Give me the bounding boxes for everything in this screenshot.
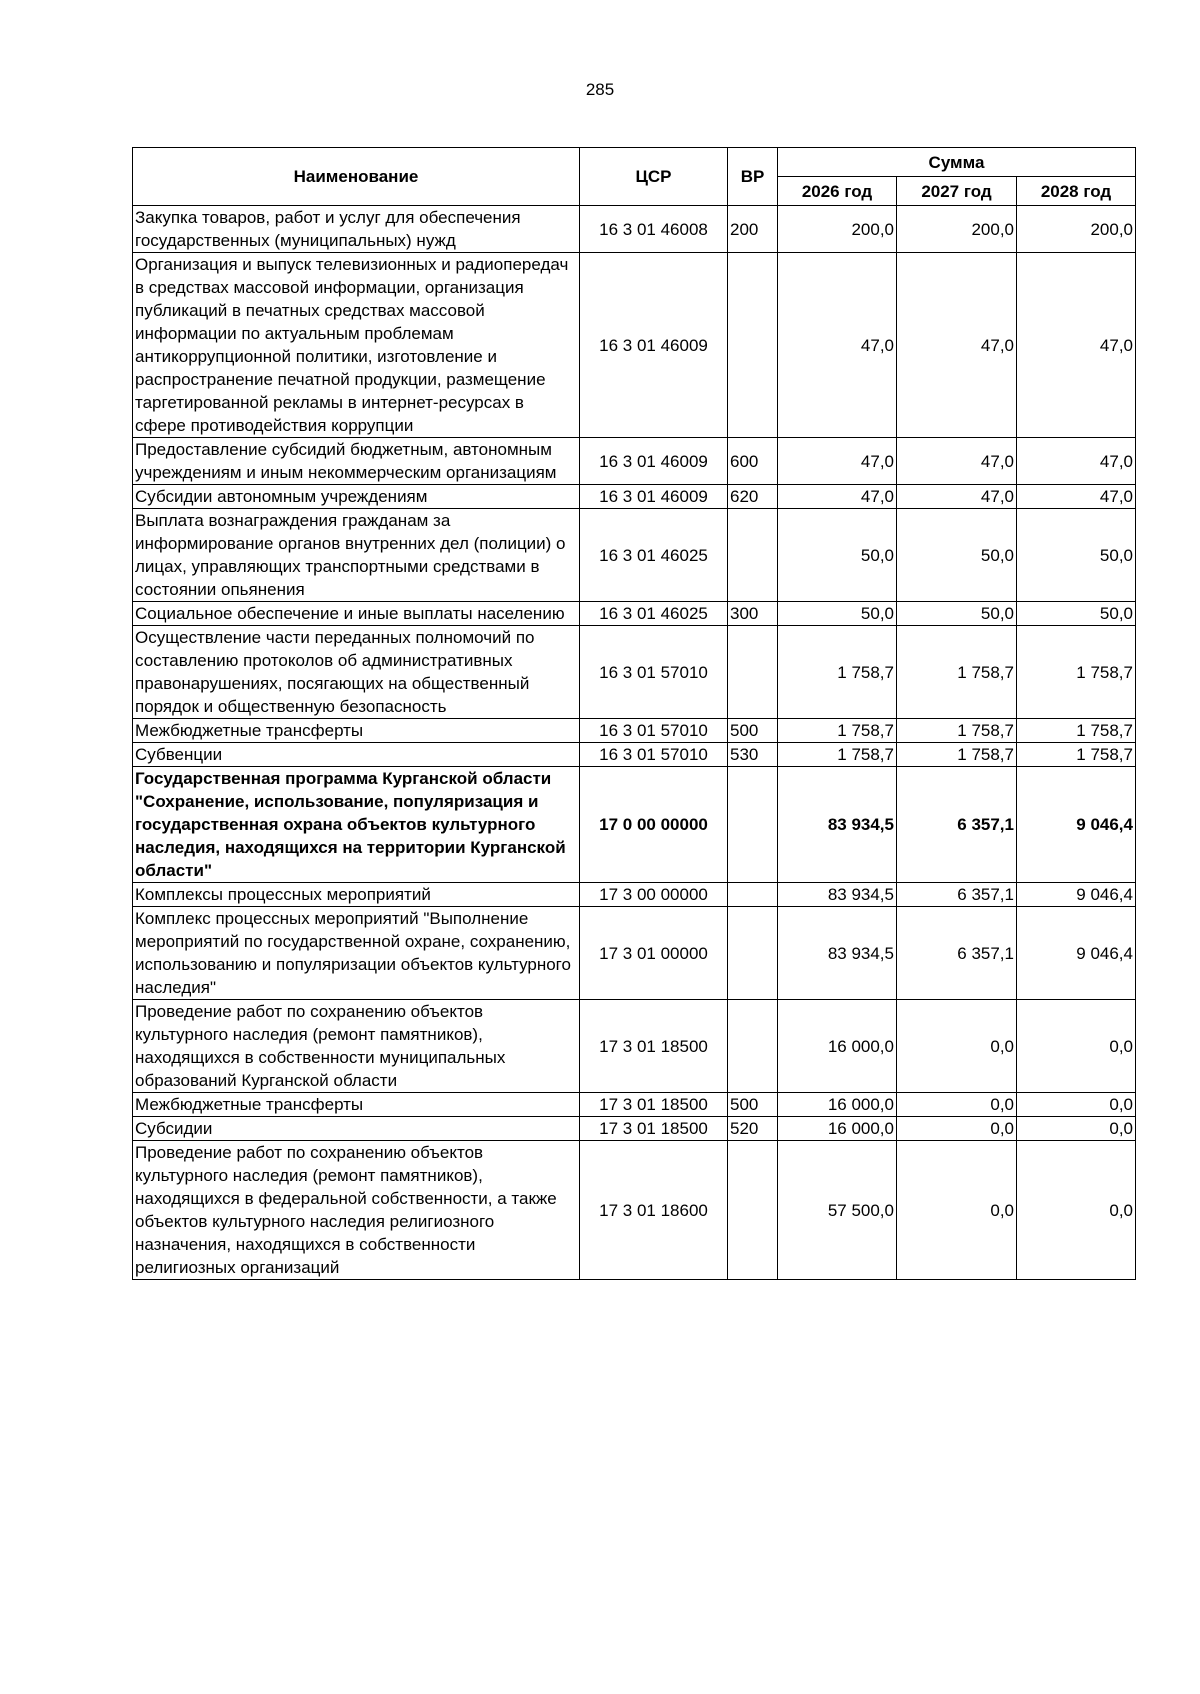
row-csr: 17 3 01 18500 bbox=[580, 1093, 728, 1117]
row-name: Межбюджетные трансферты bbox=[133, 1093, 580, 1117]
row-name: Закупка товаров, работ и услуг для обеспечения государственных (муниципальных) нужд bbox=[133, 206, 580, 253]
row-2026: 50,0 bbox=[778, 602, 897, 626]
table-row bbox=[133, 626, 1136, 719]
row-vr: 600 bbox=[728, 438, 778, 485]
table-row bbox=[133, 1141, 1136, 1280]
header-vr: ВР bbox=[728, 148, 778, 206]
table-row bbox=[133, 743, 1136, 767]
table-row bbox=[133, 1117, 1136, 1141]
row-vr: 500 bbox=[728, 1093, 778, 1117]
row-2028: 1 758,7 bbox=[1017, 626, 1136, 719]
row-2027: 0,0 bbox=[897, 1141, 1017, 1280]
table-row bbox=[133, 509, 1136, 602]
row-2026: 200,0 bbox=[778, 206, 897, 253]
row-2027: 6 357,1 bbox=[897, 883, 1017, 907]
header-sum: Сумма bbox=[778, 148, 1136, 177]
row-2026: 83 934,5 bbox=[778, 883, 897, 907]
table-row bbox=[133, 253, 1136, 438]
row-2028: 47,0 bbox=[1017, 485, 1136, 509]
row-csr: 17 3 01 18600 bbox=[580, 1141, 728, 1280]
row-2027: 1 758,7 bbox=[897, 719, 1017, 743]
row-2028: 47,0 bbox=[1017, 438, 1136, 485]
row-name: Субсидии автономным учреждениям bbox=[133, 485, 580, 509]
row-2026: 83 934,5 bbox=[778, 907, 897, 1000]
row-2027: 0,0 bbox=[897, 1117, 1017, 1141]
row-csr: 16 3 01 57010 bbox=[580, 719, 728, 743]
row-name: Выплата вознаграждения гражданам за информирование органов внутренних дел (полиции) о лицах, управляющих транспортными средствами в состоянии опьянения bbox=[133, 509, 580, 602]
budget-table bbox=[132, 147, 1136, 1280]
row-csr: 16 3 01 46009 bbox=[580, 253, 728, 438]
row-2026: 57 500,0 bbox=[778, 1141, 897, 1280]
row-name: Проведение работ по сохранению объектов культурного наследия (ремонт памятников), находящихся в федеральной собственности, а также объектов культурного наследия религиозного назначения, находящихся в собственности религиозных организаций bbox=[133, 1141, 580, 1280]
row-csr: 16 3 01 46009 bbox=[580, 438, 728, 485]
table-row bbox=[133, 907, 1136, 1000]
row-2028: 9 046,4 bbox=[1017, 907, 1136, 1000]
row-csr: 16 3 01 57010 bbox=[580, 626, 728, 719]
row-2027: 6 357,1 bbox=[897, 767, 1017, 883]
row-name: Государственная программа Курганской области "Сохранение, использование, популяризация и государственная охрана объектов культурного наследия, находящихся на территории Курганской области" bbox=[133, 767, 580, 883]
table-row bbox=[133, 438, 1136, 485]
row-vr bbox=[728, 883, 778, 907]
row-name: Предоставление субсидий бюджетным, автономным учреждениям и иным некоммерческим организациям bbox=[133, 438, 580, 485]
row-2027: 1 758,7 bbox=[897, 743, 1017, 767]
row-2026: 83 934,5 bbox=[778, 767, 897, 883]
page-number: 285 bbox=[585, 80, 615, 99]
row-2028: 0,0 bbox=[1017, 1000, 1136, 1093]
row-2028: 0,0 bbox=[1017, 1141, 1136, 1280]
row-vr: 300 bbox=[728, 602, 778, 626]
row-2026: 16 000,0 bbox=[778, 1093, 897, 1117]
row-name: Организация и выпуск телевизионных и радиопередач в средствах массовой информации, организация публикаций в печатных средствах массовой информации по актуальным проблемам антикоррупционной политики, изготовление и распространение печатной продукции, размещение таргетированной рекламы в интернет-ресурсах в сфере противодействия коррупции bbox=[133, 253, 580, 438]
row-vr bbox=[728, 1000, 778, 1093]
row-csr: 16 3 01 57010 bbox=[580, 743, 728, 767]
row-csr: 17 3 01 00000 bbox=[580, 907, 728, 1000]
row-2026: 47,0 bbox=[778, 438, 897, 485]
row-2027: 50,0 bbox=[897, 602, 1017, 626]
row-2027: 200,0 bbox=[897, 206, 1017, 253]
table-row-program bbox=[133, 767, 1136, 883]
table-row bbox=[133, 602, 1136, 626]
row-2028: 0,0 bbox=[1017, 1117, 1136, 1141]
row-name: Межбюджетные трансферты bbox=[133, 719, 580, 743]
row-csr: 16 3 01 46008 bbox=[580, 206, 728, 253]
table-row bbox=[133, 1093, 1136, 1117]
row-csr: 17 0 00 00000 bbox=[580, 767, 728, 883]
row-2026: 16 000,0 bbox=[778, 1000, 897, 1093]
row-csr: 17 3 01 18500 bbox=[580, 1117, 728, 1141]
row-2026: 50,0 bbox=[778, 509, 897, 602]
row-vr bbox=[728, 253, 778, 438]
row-name: Комплекс процессных мероприятий "Выполнение мероприятий по государственной охране, сохранению, использованию и популяризации объектов культурного наследия" bbox=[133, 907, 580, 1000]
header-csr: ЦСР bbox=[580, 148, 728, 206]
row-2027: 1 758,7 bbox=[897, 626, 1017, 719]
header-2028: 2028 год bbox=[1017, 177, 1136, 206]
row-2027: 0,0 bbox=[897, 1093, 1017, 1117]
row-2028: 0,0 bbox=[1017, 1093, 1136, 1117]
row-vr: 530 bbox=[728, 743, 778, 767]
row-2026: 16 000,0 bbox=[778, 1117, 897, 1141]
row-2026: 1 758,7 bbox=[778, 719, 897, 743]
row-vr: 200 bbox=[728, 206, 778, 253]
header-2027: 2027 год bbox=[897, 177, 1017, 206]
row-vr: 520 bbox=[728, 1117, 778, 1141]
row-2027: 47,0 bbox=[897, 253, 1017, 438]
row-2026: 47,0 bbox=[778, 253, 897, 438]
row-vr bbox=[728, 767, 778, 883]
row-csr: 16 3 01 46025 bbox=[580, 602, 728, 626]
row-2028: 200,0 bbox=[1017, 206, 1136, 253]
table-row bbox=[133, 883, 1136, 907]
row-2026: 1 758,7 bbox=[778, 743, 897, 767]
row-2026: 1 758,7 bbox=[778, 626, 897, 719]
row-vr bbox=[728, 1141, 778, 1280]
row-2028: 1 758,7 bbox=[1017, 743, 1136, 767]
table-row bbox=[133, 206, 1136, 253]
row-csr: 17 3 01 18500 bbox=[580, 1000, 728, 1093]
row-2028: 50,0 bbox=[1017, 509, 1136, 602]
row-csr: 16 3 01 46009 bbox=[580, 485, 728, 509]
row-2027: 50,0 bbox=[897, 509, 1017, 602]
row-2028: 9 046,4 bbox=[1017, 883, 1136, 907]
table-row bbox=[133, 719, 1136, 743]
row-name: Комплексы процессных мероприятий bbox=[133, 883, 580, 907]
row-2028: 9 046,4 bbox=[1017, 767, 1136, 883]
header-row bbox=[133, 148, 1136, 177]
row-name: Субвенции bbox=[133, 743, 580, 767]
row-csr: 17 3 00 00000 bbox=[580, 883, 728, 907]
row-2026: 47,0 bbox=[778, 485, 897, 509]
row-2028: 47,0 bbox=[1017, 253, 1136, 438]
row-name: Проведение работ по сохранению объектов культурного наследия (ремонт памятников), находящихся в собственности муниципальных образований Курганской области bbox=[133, 1000, 580, 1093]
row-2028: 1 758,7 bbox=[1017, 719, 1136, 743]
row-2027: 47,0 bbox=[897, 438, 1017, 485]
table-body bbox=[133, 206, 1136, 1280]
row-name: Субсидии bbox=[133, 1117, 580, 1141]
row-csr: 16 3 01 46025 bbox=[580, 509, 728, 602]
row-name: Социальное обеспечение и иные выплаты населению bbox=[133, 602, 580, 626]
row-vr bbox=[728, 907, 778, 1000]
row-vr: 500 bbox=[728, 719, 778, 743]
row-2028: 50,0 bbox=[1017, 602, 1136, 626]
row-vr bbox=[728, 509, 778, 602]
table-row bbox=[133, 1000, 1136, 1093]
header-2026: 2026 год bbox=[778, 177, 897, 206]
table-row bbox=[133, 485, 1136, 509]
row-name: Осуществление части переданных полномочий по составлению протоколов об административных правонарушениях, посягающих на общественный порядок и общественную безопасность bbox=[133, 626, 580, 719]
header-name: Наименование bbox=[133, 148, 580, 206]
row-2027: 47,0 bbox=[897, 485, 1017, 509]
row-2027: 6 357,1 bbox=[897, 907, 1017, 1000]
row-2027: 0,0 bbox=[897, 1000, 1017, 1093]
row-vr: 620 bbox=[728, 485, 778, 509]
row-vr bbox=[728, 626, 778, 719]
